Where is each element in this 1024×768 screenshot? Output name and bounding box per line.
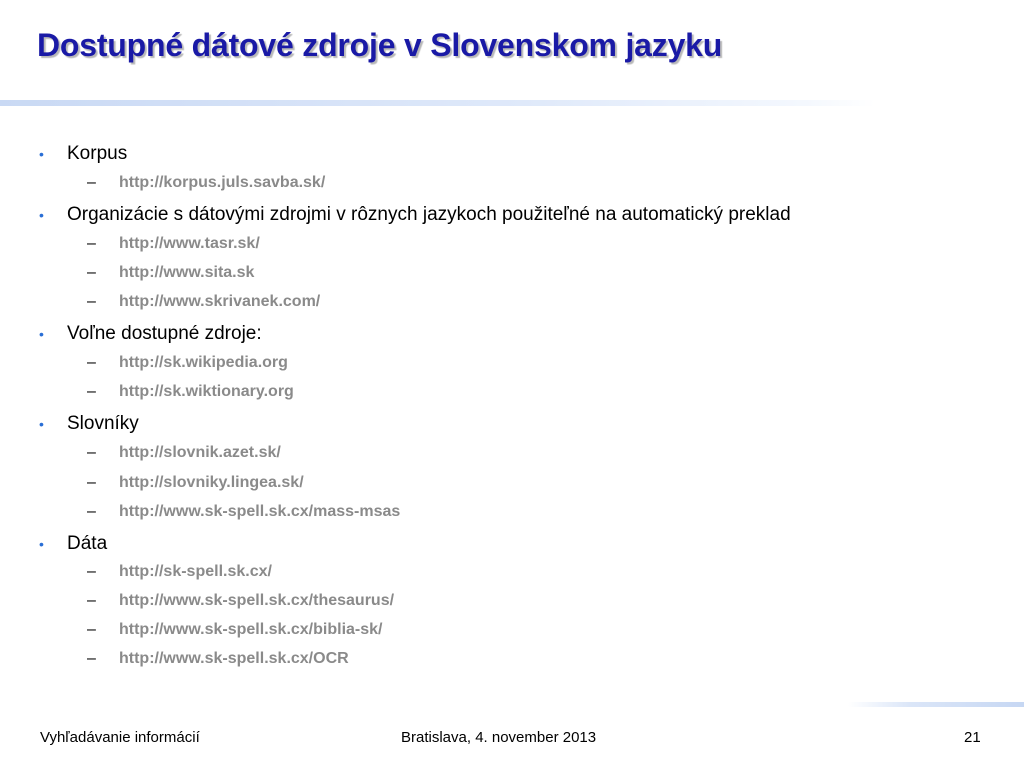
dash-icon: –: [87, 235, 96, 252]
dash-icon: –: [87, 174, 96, 191]
link-wikipedia[interactable]: http://sk.wikipedia.org: [119, 354, 288, 371]
bullet-icon: •: [39, 416, 44, 432]
sub-item: [87, 561, 272, 583]
link-ocr[interactable]: http://www.sk-spell.sk.cx/OCR: [119, 650, 349, 667]
bullet-item-slovniky: [39, 412, 139, 436]
link-biblia-sk[interactable]: http://www.sk-spell.sk.cx/biblia-sk/: [119, 621, 383, 638]
link-mass-msas[interactable]: http://www.sk-spell.sk.cx/mass-msas: [119, 503, 401, 520]
bullet-icon: •: [39, 146, 44, 162]
dash-icon: –: [87, 621, 96, 638]
sub-item: [87, 262, 254, 284]
link-sk-spell[interactable]: http://sk-spell.sk.cx/: [119, 563, 272, 580]
bullet-label: Voľne dostupné zdroje:: [67, 323, 262, 344]
slide-title: Dostupné dátové zdroje v Slovenskom jazyku: [37, 27, 723, 63]
sub-item: [87, 352, 288, 374]
dash-icon: –: [87, 444, 96, 461]
bullet-icon: •: [39, 536, 44, 552]
dash-icon: –: [87, 650, 96, 667]
bullet-icon: •: [39, 207, 44, 223]
link-slovniky-lingea[interactable]: http://slovniky.lingea.sk/: [119, 474, 304, 491]
sub-item: [87, 291, 320, 313]
sub-item: [87, 381, 294, 403]
sub-item: [87, 501, 400, 523]
link-wiktionary[interactable]: http://sk.wiktionary.org: [119, 383, 294, 400]
dash-icon: –: [87, 474, 96, 491]
bullet-icon: •: [39, 326, 44, 342]
dash-icon: –: [87, 354, 96, 371]
dash-icon: –: [87, 503, 96, 520]
sub-item: [87, 233, 260, 255]
link-skrivanek[interactable]: http://www.skrivanek.com/: [119, 293, 321, 310]
bullet-label: Korpus: [67, 143, 128, 164]
link-korpus-juls[interactable]: http://korpus.juls.savba.sk/: [119, 174, 326, 191]
bullet-item-korpus: [39, 142, 127, 166]
link-sita[interactable]: http://www.sita.sk: [119, 264, 255, 281]
sub-item: [87, 590, 394, 612]
bullet-label: Slovníky: [67, 413, 139, 434]
bullet-label: Organizácie s dátovými zdrojmi v rôznych jazykoch použiteľné na automatický preklad: [67, 204, 791, 225]
link-thesaurus[interactable]: http://www.sk-spell.sk.cx/thesaurus/: [119, 592, 395, 609]
dash-icon: –: [87, 383, 96, 400]
sub-item: [87, 472, 304, 494]
dash-icon: –: [87, 264, 96, 281]
dash-icon: –: [87, 592, 96, 609]
bullet-label: Dáta: [67, 533, 108, 554]
footer-date-location: Bratislava, 4. november 2013: [401, 729, 597, 746]
bullet-item-organizacie: [39, 203, 791, 227]
dash-icon: –: [87, 563, 96, 580]
sub-item: [87, 648, 349, 670]
footer-page-number: 21: [964, 729, 981, 746]
footer-divider: [848, 702, 1024, 707]
link-slovnik-azet[interactable]: http://slovnik.azet.sk/: [119, 444, 281, 461]
footer-course-title: Vyhľadávanie informácií: [40, 729, 200, 746]
link-tasr[interactable]: http://www.tasr.sk/: [119, 235, 260, 252]
sub-item: [87, 619, 382, 641]
sub-item: [87, 442, 281, 464]
bullet-item-volne-zdroje: [39, 322, 262, 346]
dash-icon: –: [87, 293, 96, 310]
sub-item: [87, 172, 325, 194]
bullet-item-data: [39, 532, 107, 556]
